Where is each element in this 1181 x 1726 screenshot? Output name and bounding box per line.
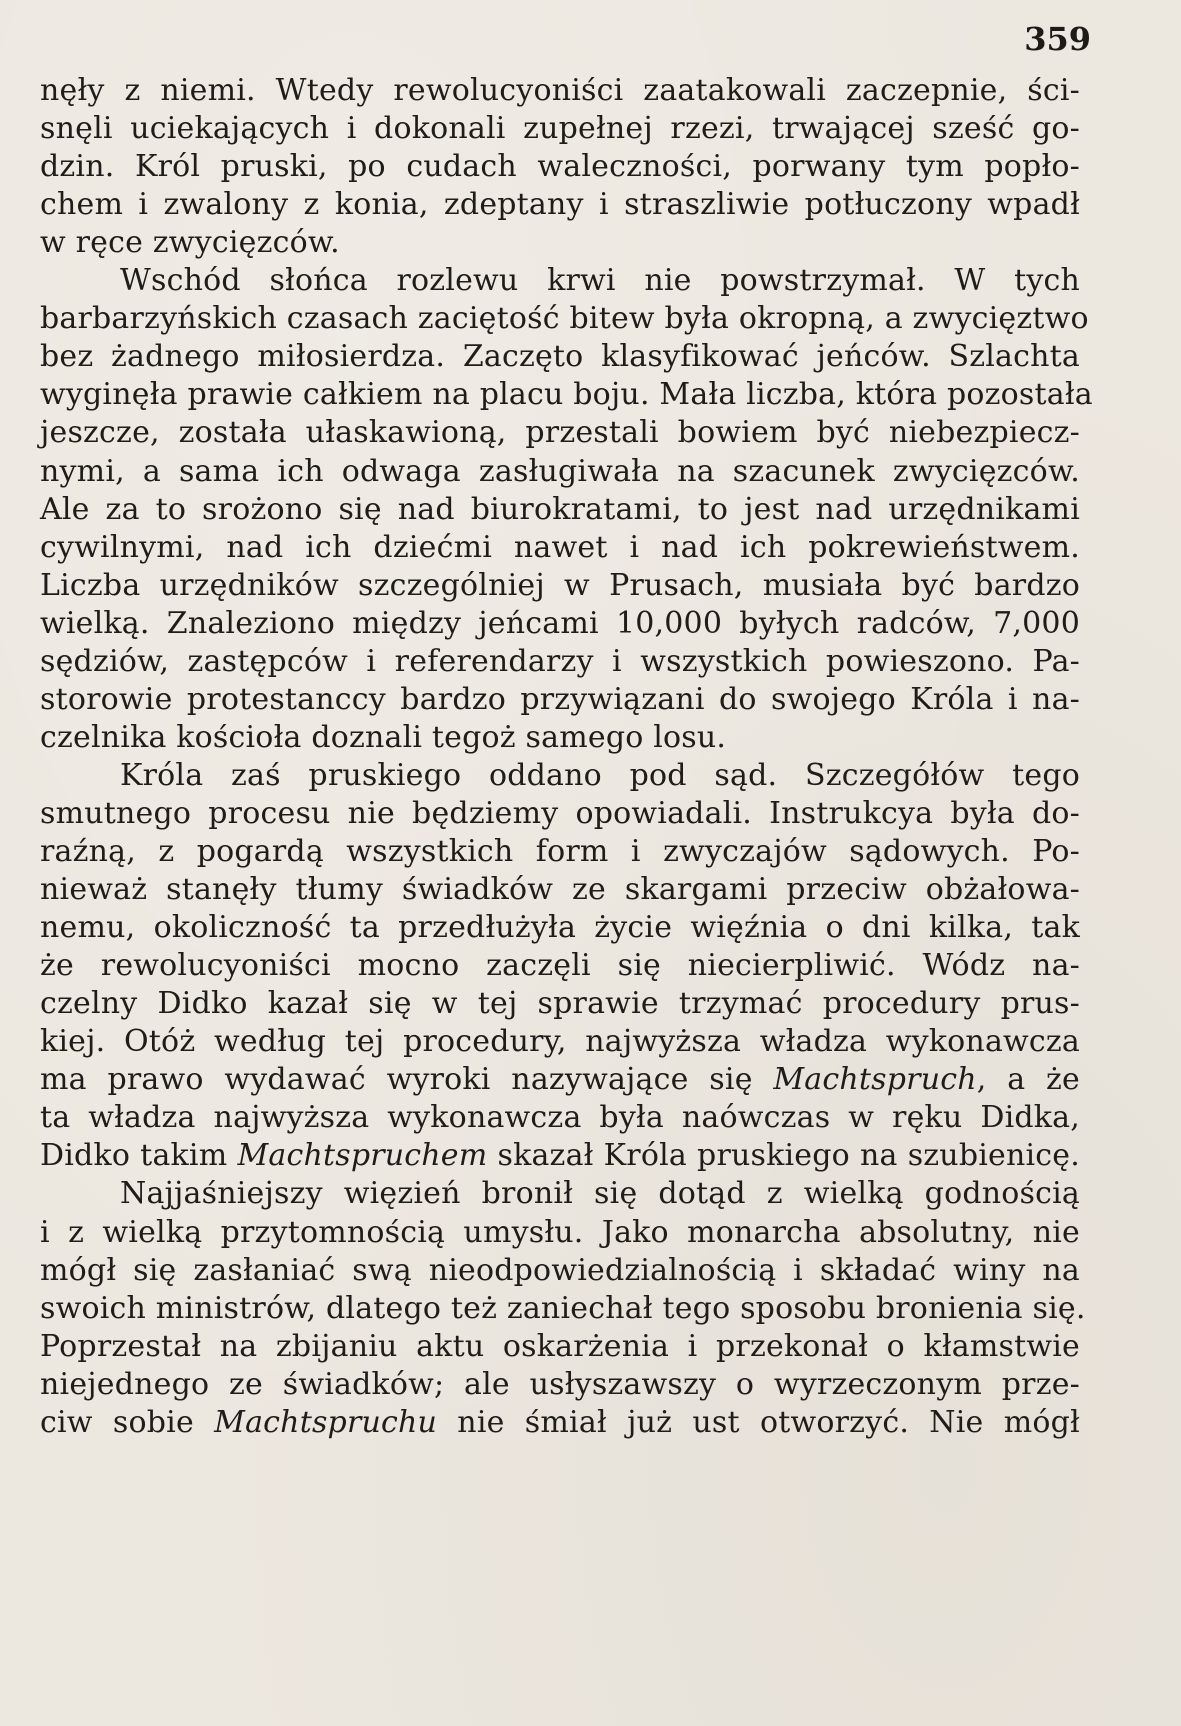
text-line: kiej. Otóż według tej procedury, najwyższa władza wykonawcza: [40, 1024, 1080, 1059]
text-line: że rewolucyoniści mocno zaczęli się niecierpliwić. Wódz na-: [40, 948, 1080, 983]
text-line: Najjaśniejszy więzień bronił się dotąd z wielką godnością: [120, 1176, 1080, 1211]
text-line: i z wielką przytomnością umysłu. Jako monarcha absolutny, nie: [40, 1215, 1080, 1250]
text-line: snęli uciekających i dokonali zupełnej rzezi, trwającej sześć go-: [40, 111, 1080, 146]
text-line: ciw sobie Machtspruchu nie śmiał już ust otworzyć. Nie mógł: [40, 1405, 1080, 1440]
text-line: cywilnymi, nad ich dziećmi nawet i nad ich pokrewieństwem.: [40, 530, 1080, 565]
text-line: Didko takim Machtspruchem skazał Króla pruskiego na szubienicę.: [40, 1138, 1080, 1173]
text-line: nęły z niemi. Wtedy rewolucyoniści zaatakowali zaczepnie, ści-: [40, 73, 1080, 108]
text-line: wyginęła prawie całkiem na placu boju. Mała liczba, która pozostała: [40, 377, 1093, 412]
text-line: dzin. Król pruski, po cudach waleczności, porwany tym popło-: [40, 149, 1080, 184]
text-line: nymi, a sama ich odwaga zasługiwała na szacunek zwycięzców.: [40, 454, 1080, 489]
text-line: Króla zaś pruskiego oddano pod sąd. Szczegółów tego: [120, 758, 1080, 793]
text-line: Poprzestał na zbijaniu aktu oskarżenia i przekonał o kłamstwie: [40, 1329, 1080, 1364]
text-line: nemu, okoliczność ta przedłużyła życie więźnia o dni kilka, tak: [40, 910, 1080, 945]
text-line: niejednego ze świadków; ale usłyszawszy o wyrzeczonym prze-: [40, 1367, 1080, 1402]
text-line: wielką. Znaleziono między jeńcami 10,000 byłych radców, 7,000: [40, 606, 1080, 641]
text-line: Wschód słońca rozlewu krwi nie powstrzymał. W tych: [120, 263, 1080, 298]
text-line: sędziów, zastępców i referendarzy i wszystkich powieszono. Pa-: [40, 644, 1080, 679]
text-line: czelny Didko kazał się w tej sprawie trzymać procedury prus-: [40, 986, 1080, 1021]
text-line: w ręce zwycięzców.: [40, 225, 340, 260]
text-line: Ale za to srożono się nad biurokratami, to jest nad urzędnikami: [40, 492, 1080, 527]
text-line: jeszcze, została ułaskawioną, przestali bowiem być niebezpiecz-: [40, 415, 1080, 450]
text-line: Liczba urzędników szczególniej w Prusach, musiała być bardzo: [40, 568, 1080, 603]
text-line: swoich ministrów, dlatego też zaniechał tego sposobu bronienia się.: [40, 1291, 1086, 1326]
text-line: chem i zwalony z konia, zdeptany i straszliwie potłuczony wpadł: [40, 187, 1080, 222]
text-line: raźną, z pogardą wszystkich form i zwyczajów sądowych. Po-: [40, 834, 1080, 869]
text-line: ta władza najwyższa wykonawcza była naówczas w ręku Didka,: [40, 1100, 1080, 1135]
text-line: mógł się zasłaniać swą nieodpowiedzialnością i składać winy na: [40, 1253, 1080, 1288]
text-line: nieważ stanęły tłumy świadków ze skargami przeciw obżałowa-: [40, 872, 1080, 907]
page-number: 359: [1024, 20, 1091, 58]
text-line: ma prawo wydawać wyroki nazywające się Machtspruch, a że: [40, 1062, 1080, 1097]
text-line: smutnego procesu nie będziemy opowiadali. Instrukcya była do-: [40, 796, 1080, 831]
text-line: czelnika kościoła doznali tegoż samego losu.: [40, 720, 727, 755]
text-line: bez żadnego miłosierdza. Zaczęto klasyfikować jeńców. Szlachta: [40, 339, 1080, 374]
text-line: storowie protestanccy bardzo przywiązani do swojego Króla i na-: [40, 682, 1080, 717]
text-line: barbarzyńskich czasach zaciętość bitew była okropną, a zwycięztwo: [40, 301, 1089, 336]
